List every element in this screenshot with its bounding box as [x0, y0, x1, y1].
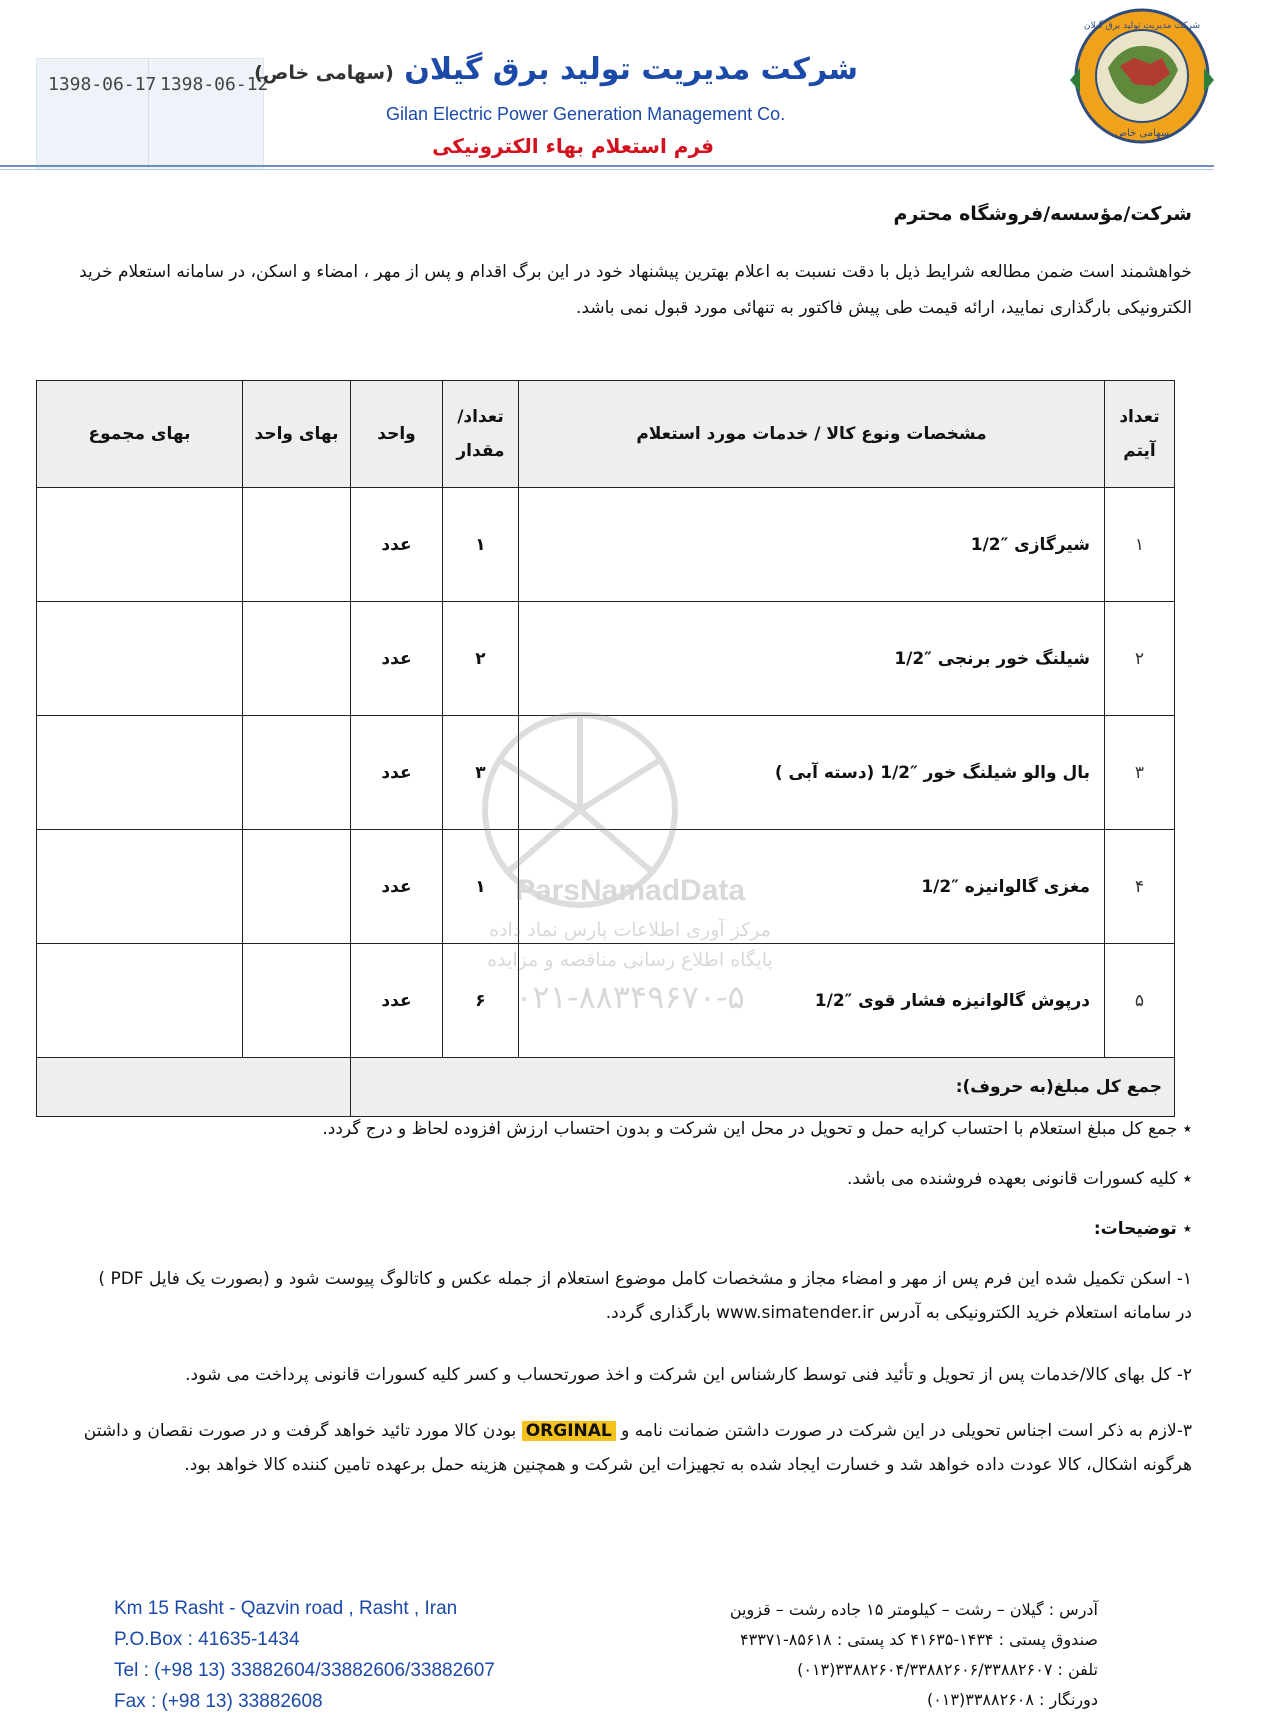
row-unit-price-cell[interactable] — [243, 488, 351, 602]
footer-pobox-fa: صندوق پستی : ۱۴۳۴-۴۱۶۳۵ کد پستی : ۸۵۶۱۸-۴۳۳۷۱ — [740, 1630, 1098, 1649]
explanation-item-1 — [20, 1262, 1192, 1330]
row-unit-price-cell[interactable] — [243, 944, 351, 1058]
header-unit-price: بهای واحد — [243, 381, 351, 488]
item-3-post: بودن کالا مورد تائید خواهد گرفت و در صورت نقصان و داشتن — [83, 1421, 517, 1441]
footer-pobox-en: P.O.Box : 41635-1434 — [114, 1629, 300, 1650]
date-request: 1398-06-12 — [160, 74, 269, 95]
row-total-price-cell[interactable] — [37, 602, 243, 716]
row-qty: ۶ — [443, 944, 519, 1058]
total-value-cell[interactable] — [37, 1058, 351, 1117]
intro-paragraph: خواهشمند است ضمن مطالعه شرایط ذیل با دقت نسبت به اعلام بهترین پیشنهاد خود در این برگ اقدام و پس از مهر ، امضاء و اسکن، در سامانه استعلام خرید الکترونیکی بارگذاری نمایید، ارائه قیمت طی پیش فاکتور به تنهائی مورد قبول نمی باشد. — [79, 262, 1192, 318]
company-name-en: Gilan Electric Power Generation Management Co. — [386, 104, 786, 124]
explanation-item-3-line1 — [20, 1414, 1192, 1448]
row-total-price-cell[interactable] — [37, 944, 243, 1058]
note-bullet-1-text: جمع کل مبلغ استعلام با احتساب کرایه حمل و تحویل در محل این شرکت و بدون احتساب ارزش افزوده لحاظ و درج گردد. — [322, 1119, 1178, 1139]
header-total-price: بهای مجموع — [37, 381, 243, 488]
row-description: شیرگازی ″1/2 — [519, 488, 1105, 602]
row-description: مغزی گالوانیزه ″1/2 — [519, 830, 1105, 944]
header-divider — [0, 165, 1214, 167]
bullet-icon: ٭ — [1176, 1219, 1192, 1239]
row-unit: عدد — [351, 488, 443, 602]
table-row — [37, 716, 1175, 830]
footer-tel-fa: تلفن : ۳۳۸۸۲۶۰۴/۳۳۸۸۲۶۰۶/۳۳۸۸۲۶۰۷(۰۱۳) — [797, 1660, 1098, 1679]
table-row — [37, 830, 1175, 944]
logo-text: شرکت مدیریت تولید برق گیلان — [1083, 21, 1201, 31]
item-3-pre: ۳-لازم به ذکر است اجناس تحویلی در این شرکت در صورت داشتن ضمانت نامه و — [621, 1421, 1192, 1441]
row-qty: ۲ — [443, 602, 519, 716]
inquiry-table — [36, 380, 1175, 1117]
company-name-fa — [254, 52, 858, 87]
watermark-brand: ParsNamadData — [514, 874, 746, 907]
watermark-line2: پایگاه اطلاع رسانی مناقصه و مزایده — [487, 949, 773, 971]
date-issued: 1398-06-17 — [48, 74, 157, 95]
explanation-item-2: ۲- کل بهای کالا/خدمات پس از تحویل و تأئید فنی توسط کارشناس این شرکت و اخذ صورتحساب و کسر کلیه کسورات قانونی پرداخت می شود. — [185, 1365, 1192, 1385]
explanations-title: توضیحات: — [1093, 1219, 1177, 1239]
row-unit: عدد — [351, 716, 443, 830]
row-qty: ۳ — [443, 716, 519, 830]
explanation-item-3 — [20, 1414, 1192, 1482]
watermark-line1: مرکز آوری اطلاعات پارس نماد داده — [489, 919, 771, 941]
table-row — [37, 488, 1175, 602]
footer-tel-en: Tel : (+98 13) 33882604/33882606/33882607 — [114, 1660, 495, 1681]
watermark-phone: ۰۲۱-۸۸۳۴۹۶۷۰-۵ — [515, 978, 745, 1016]
row-number: ۴ — [1105, 830, 1175, 944]
header-qty: تعداد/ مقدار — [443, 381, 519, 488]
row-description: بال والو شیلنگ خور ″1/2 (دسته آبی ) — [519, 716, 1105, 830]
header-unit: واحد — [351, 381, 443, 488]
row-number: ۱ — [1105, 488, 1175, 602]
row-description: شیلنگ خور برنجی ″1/2 — [519, 602, 1105, 716]
original-highlight: ORGINAL — [522, 1421, 616, 1441]
note-bullet-2-text: کلیه کسورات قانونی بعهده فروشنده می باشد. — [846, 1169, 1178, 1189]
explanations-heading — [20, 1212, 1192, 1246]
row-qty: ۱ — [443, 488, 519, 602]
bullet-icon: ٭ — [1177, 1169, 1192, 1189]
footer-fax-fa: دورنگار : ۳۳۸۸۲۶۰۸(۰۱۳) — [926, 1690, 1098, 1709]
table-row — [37, 944, 1175, 1058]
company-name: شرکت مدیریت تولید برق گیلان — [404, 52, 858, 87]
header-item-no: تعداد آیتم — [1105, 381, 1175, 488]
row-unit: عدد — [351, 830, 443, 944]
row-unit: عدد — [351, 602, 443, 716]
form-title: فرم استعلام بهاء الکترونیکی — [432, 134, 714, 158]
header-description: مشخصات ونوع کالا / خدمات مورد استعلام — [519, 381, 1105, 488]
footer-fax-en: Fax : (+98 13) 33882608 — [114, 1691, 323, 1712]
logo-subtext: سهامی خاص — [1114, 128, 1170, 139]
footer-address-en: Km 15 Rasht - Qazvin road , Rasht , Iran — [114, 1598, 458, 1619]
row-number: ۳ — [1105, 716, 1175, 830]
header-divider-thin — [0, 169, 1214, 170]
explanation-item-1-line2: در سامانه استعلام خرید الکترونیکی به آدرس www.simatender.ir بارگذاری گردد. — [605, 1303, 1192, 1323]
row-number: ۲ — [1105, 602, 1175, 716]
note-bullet-2 — [20, 1162, 1192, 1196]
footer-address-fa: آدرس : گیلان – رشت – کیلومتر ۱۵ جاده رشت – قزوین — [729, 1600, 1098, 1619]
row-unit: عدد — [351, 944, 443, 1058]
note-bullet-1 — [20, 1112, 1192, 1146]
total-label: جمع کل مبلغ(به حروف): — [351, 1058, 1175, 1117]
row-total-price-cell[interactable] — [37, 716, 243, 830]
company-logo — [1062, 6, 1222, 146]
row-unit-price-cell[interactable] — [243, 830, 351, 944]
total-row — [37, 1058, 1175, 1117]
table-row — [37, 602, 1175, 716]
row-total-price-cell[interactable] — [37, 488, 243, 602]
row-description: درپوش گالوانیزه فشار قوی ″1/2 — [519, 944, 1105, 1058]
row-unit-price-cell[interactable] — [243, 602, 351, 716]
row-number: ۵ — [1105, 944, 1175, 1058]
row-qty: ۱ — [443, 830, 519, 944]
explanation-item-1-line1: ۱- اسکن تکمیل شده این فرم پس از مهر و امضاء مجاز و مشخصات کامل موضوع استعلام از جمله عکس و کاتالوگ پیوست شود و (بصورت یک فایل PDF ) — [98, 1269, 1192, 1289]
salutation: شرکت/مؤسسه/فروشگاه محترم — [893, 203, 1192, 225]
table-header-row — [37, 381, 1175, 488]
bullet-icon: ٭ — [1177, 1119, 1192, 1139]
explanation-item-3-line2: هرگونه اشکال، کالا عودت داده خواهد شد و خسارت ایجاد شده به تجهیزات این شرکت و همچنین هزینه حمل برعهده تامین کننده کالا خواهد بود. — [184, 1455, 1192, 1475]
row-total-price-cell[interactable] — [37, 830, 243, 944]
company-type: (سهامی خاص) — [254, 62, 394, 84]
row-unit-price-cell[interactable] — [243, 716, 351, 830]
